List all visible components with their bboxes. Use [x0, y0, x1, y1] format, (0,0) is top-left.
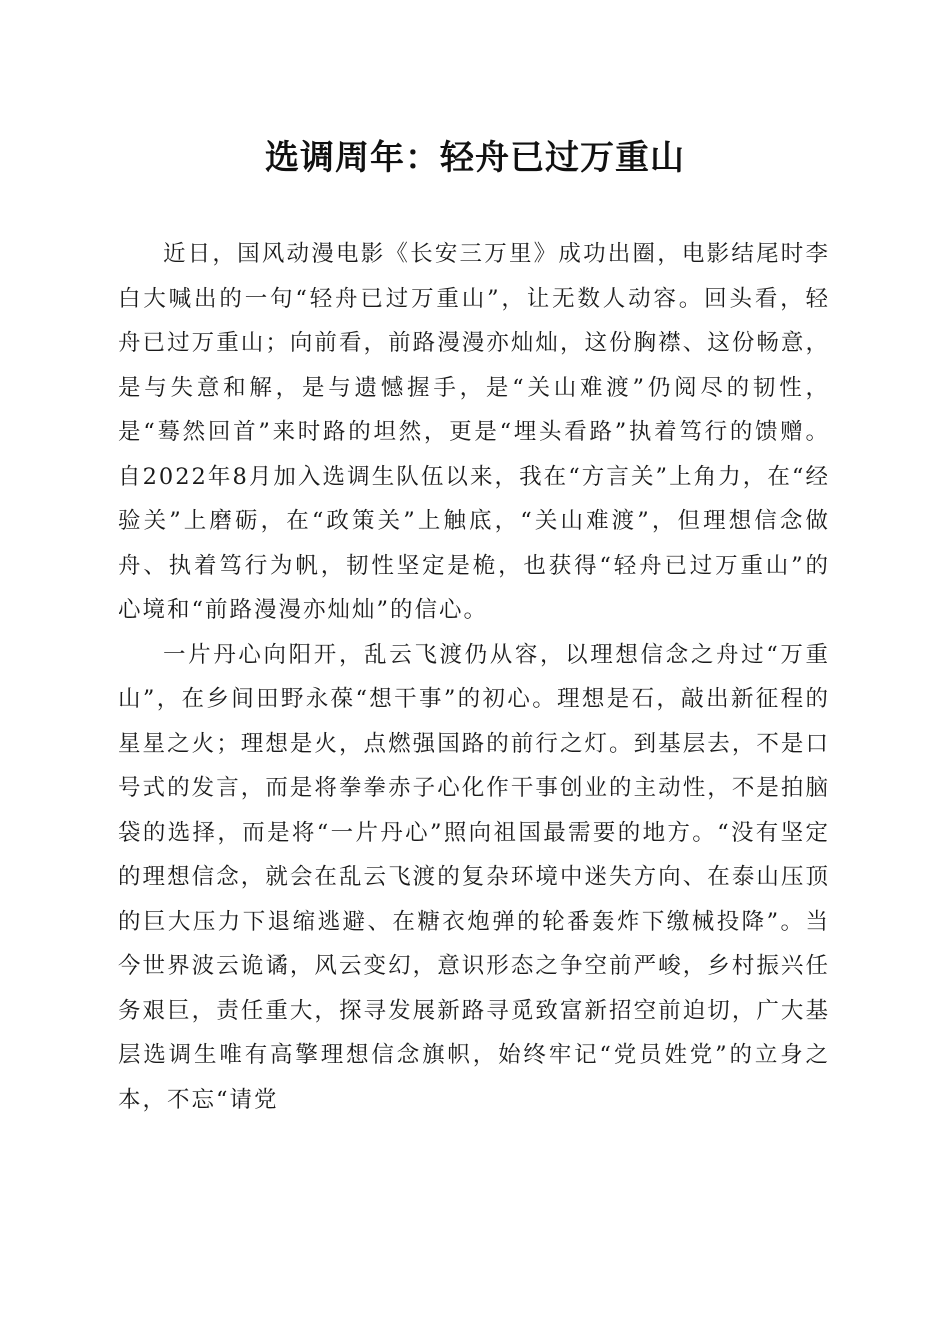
paragraph-1: 近日，国风动漫电影《长安三万里》成功出圈，电影结尾时李白大喊出的一句“轻舟已过万重山”，让无数人动容。回头看，轻舟已过万重山；向前看，前路漫漫亦灿灿，这份胸襟、这份畅意，是与失意和解，是与遗憾握手，是“关山难渡”仍阅尽的韧性，是“蓦然回首”来时路的坦然，更是“埋头看路”执着笃行的馈赠。自2022年8月加入选调生队伍以来，我在“方言关”上角力，在“经验关”上磨砺，在“政策关”上触底，“关山难渡”，但理想信念做舟、执着笃行为帆，韧性坚定是桅，也获得“轻舟已过万重山”的心境和“前路漫漫亦灿灿”的信心。 — [118, 241, 830, 623]
document-title: 选调周年：轻舟已过万重山 — [265, 138, 685, 178]
document-body — [118, 232, 830, 1122]
paragraph-2: 一片丹心向阳开，乱云飞渡仍从容，以理想信念之舟过“万重山”，在乡间田野永葆“想干事”的初心。理想是石，敲出新征程的星星之火；理想是火，点燃强国路的前行之灯。到基层去，不是口号式的发言，而是将拳拳赤子心化作干事创业的主动性，不是拍脑袋的选择，而是将“一片丹心”照向祖国最需要的地方。“没有坚定的理想信念，就会在乱云飞渡的复杂环境中迷失方向、在泰山压顶的巨大压力下退缩逃避、在糖衣炮弹的轮番轰炸下缴械投降”。当今世界波云诡谲，风云变幻，意识形态之争空前严峻，乡村振兴任务艰巨，责任重大，探寻发展新路寻觅致富新招空前迫切，广大基层选调生唯有高擎理想信念旗帜，始终牢记“党员姓党”的立身之本，不忘“请党 — [118, 641, 830, 1113]
